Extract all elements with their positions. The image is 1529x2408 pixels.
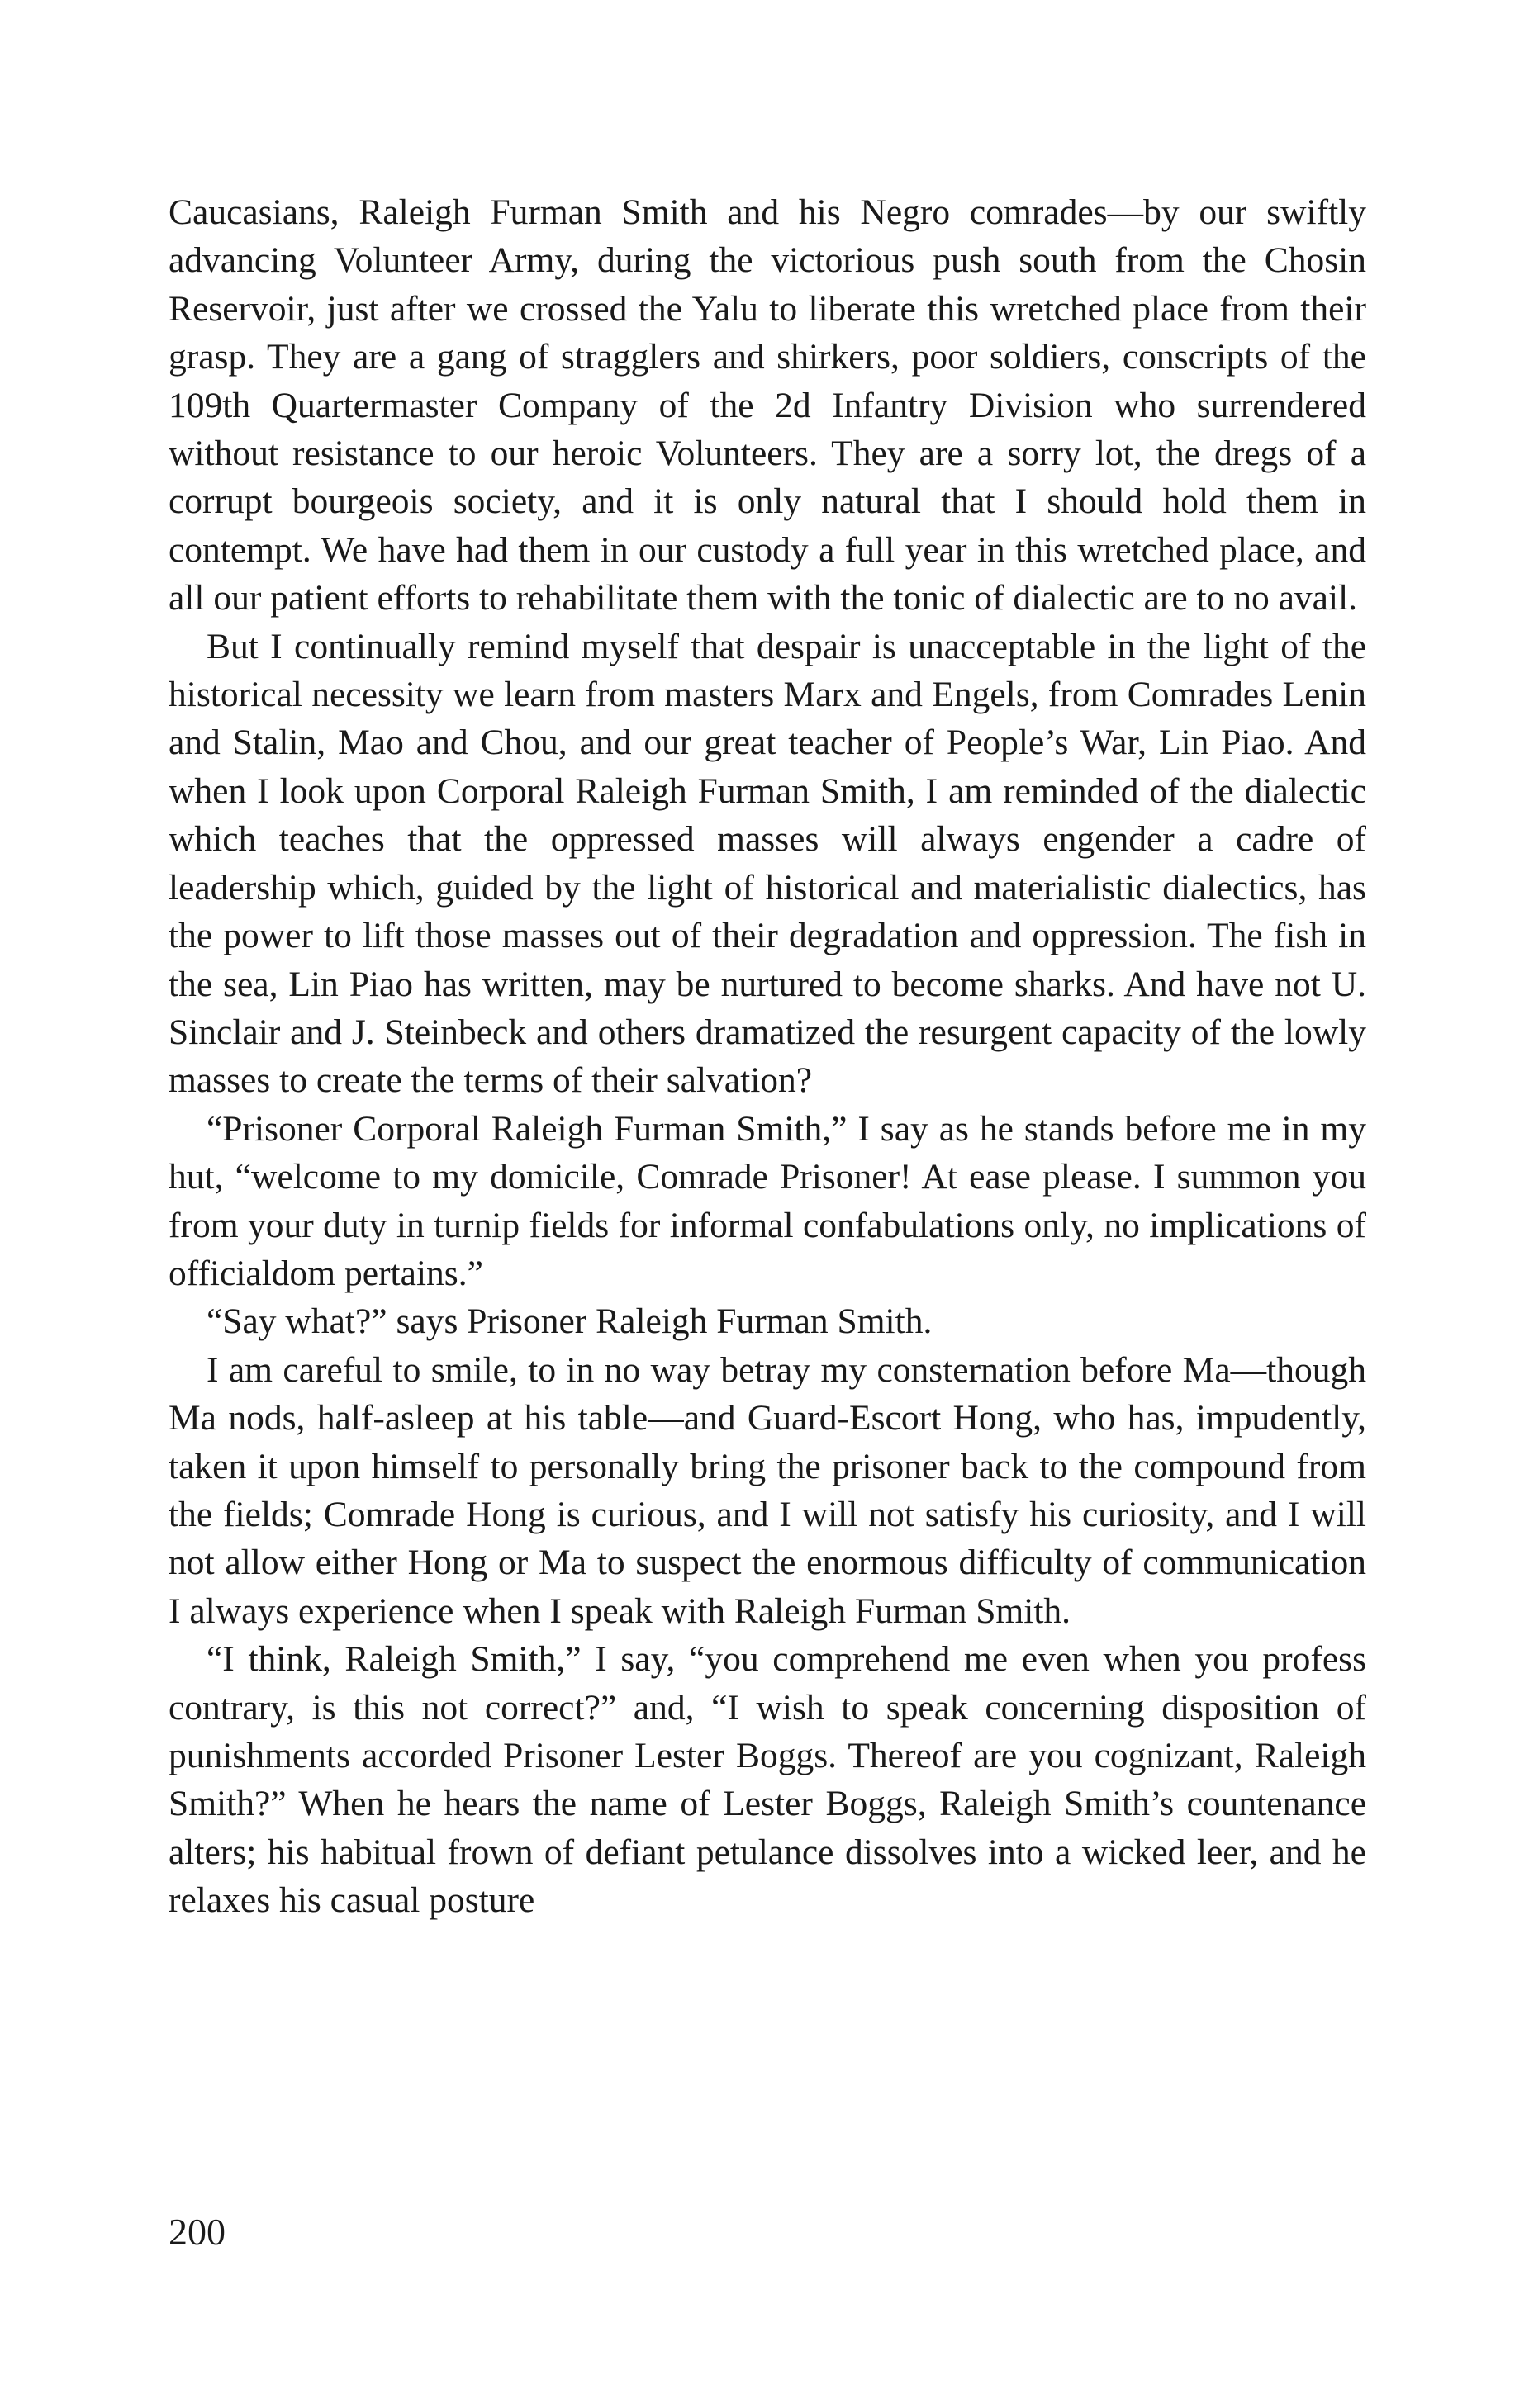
paragraph-welcome-speech: “Prisoner Corporal Raleigh Furman Smith,” I say as he stands before me in my hut, “welcome to my domicile, Comrade Prisoner! At ease please. I summon you from your duty in turnip fields for informal confabulations only, no implications of officialdom pertains.” <box>169 1108 1366 1293</box>
page-number: 200 <box>169 2211 226 2253</box>
paragraph-despair: But I continually remind myself that despair is unacceptable in the light of the historical necessity we learn from masters Marx and Engels, from Comrades Lenin and Stalin, Mao and Chou, and our great teacher of People’s War, Lin Piao. And when I look upon Corporal Raleigh Furman Smith, I am reminded of the dialectic which teaches that the oppressed masses will always engender a cadre of leadership which, guided by the light of historical and materialistic dialectics, has the power to lift those masses out of their degradation and oppression. The fish in the sea, Lin Piao has written, may be nurtured to become sharks. And have not U. Sinclair and J. Steinbeck and others dramatized the resurgent capacity of the lowly masses to create the terms of their salvation? <box>169 626 1366 1101</box>
paragraph-careful-smile: I am careful to smile, to in no way betray my consternation before Ma—though Ma nods, half-asleep at his table—and Guard-Escort Hong, who has, impudently, taken it upon himself to personally bring the prisoner back to the compound from the fields; Comrade Hong is curious, and I will not satisfy his curiosity, and I will not allow either Hong or Ma to suspect the enormous difficulty of communication I always experience when I speak with Raleigh Furman Smith. <box>169 1349 1366 1631</box>
paragraph-lester-boggs: “I think, Raleigh Smith,” I say, “you comprehend me even when you profess contrary, is this not correct?” and, “I wish to speak concerning disposition of punishments accorded Prisoner Lester Boggs. Thereof are you cognizant, Raleigh Smith?” When he hears the name of Lester Boggs, Raleigh Smith’s countenance alters; his habitual frown of defiant petulance dissolves into a wicked leer, and he relaxes his casual posture <box>169 1639 1366 1921</box>
body-text <box>169 188 1366 1925</box>
paragraph-continued: Caucasians, Raleigh Furman Smith and his Negro comrades—by our swiftly advancing Volunteer Army, during the victorious push south from the Chosin Reservoir, just after we crossed the Yalu to liberate this wretched place from their grasp. They are a gang of stragglers and shirkers, poor soldiers, conscripts of the 109th Quartermaster Company of the 2d Infantry Division who surrendered without resistance to our heroic Volunteers. They are a sorry lot, the dregs of a corrupt bourgeois society, and it is only natural that I should hold them in contempt. We have had them in our custody a full year in this wretched place, and all our patient efforts to rehabilitate them with the tonic of dialectic are to no avail. <box>169 192 1366 619</box>
paragraph-say-what: “Say what?” says Prisoner Raleigh Furman Smith. <box>207 1301 933 1342</box>
